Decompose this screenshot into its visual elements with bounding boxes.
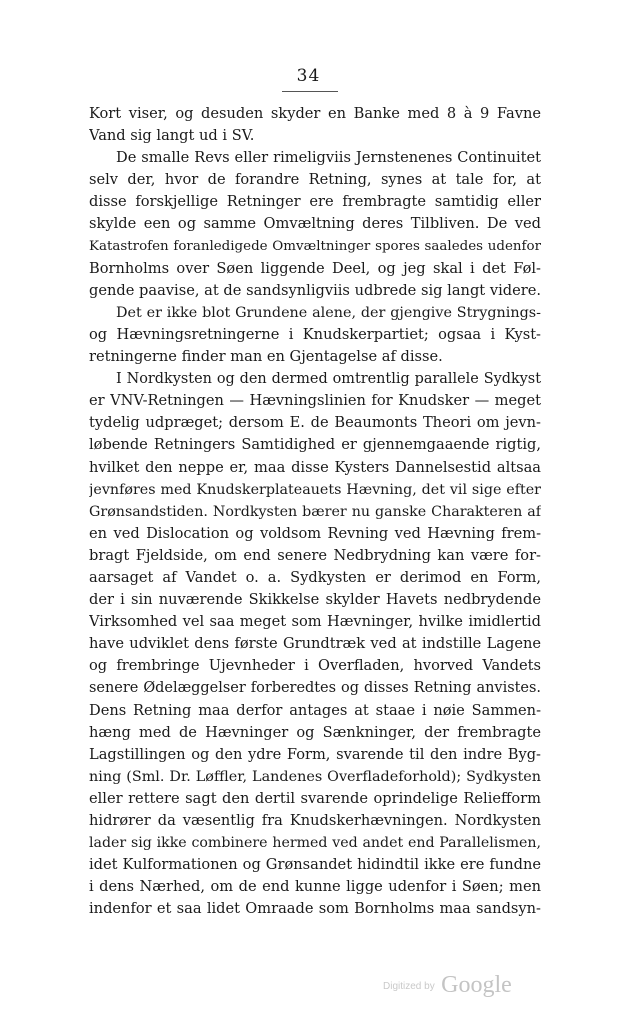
text-body (89, 103, 541, 920)
text-line: Kort viser, og desuden skyder en Banke med 8 à 9 Favne (89, 105, 541, 122)
text-line: er VNV-Retningen — Hævningslinien for Knudsker — meget (89, 392, 541, 410)
text-line: og frembringe Ujevnheder i Overfladen, hvorved Vandets (89, 657, 541, 675)
text-line: disse forskjellige Retninger ere frembragte samtidig eller (89, 193, 541, 211)
text-line: aarsaget af Vandet o. a. Sydkysten er derimod en Form, (89, 568, 541, 586)
google-logo: Google (441, 972, 512, 998)
text-line: hidrører da væsentlig fra Knudskerhævningen. Nordkysten (89, 812, 541, 829)
text-line: og Hævningsretningerne i Knudskerpartiet; ogsaa i Kyst- (89, 325, 541, 343)
text-line: Grønsandstiden. Nordkysten bærer nu ganske Charakteren af (89, 503, 541, 520)
text-line: ning (Sml. Dr. Løffler, Landenes Overfladeforhold); Sydkysten (89, 768, 541, 785)
text-line: Bornholms over Søen liggende Deel, og jeg skal i det Føl- (89, 259, 541, 277)
text-line: retningerne finder man en Gjentagelse af disse. (89, 348, 443, 366)
text-line: I Nordkysten og den dermed omtrentlig parallele Sydkyst (116, 371, 541, 388)
text-line: Vand sig langt ud i SV. (89, 127, 255, 145)
text-line: Lagstillingen og den ydre Form, svarende til den indre Byg- (89, 745, 541, 763)
text-line: der i sin nuværende Skikkelse skylder Havets nedbrydende (89, 591, 541, 609)
text-line: Dens Retning maa derfor antages at staae i nøie Sammen- (89, 701, 541, 719)
page-number-rule (282, 91, 338, 92)
text-line: indenfor et saa lidet Omraade som Bornholms maa sandsyn- (89, 900, 541, 918)
text-line: tydelig udpræget; dersom E. de Beaumonts Theori om jevn- (89, 414, 541, 432)
text-line: hæng med de Hævninger og Sænkninger, der frembragte (89, 723, 541, 741)
page-number: 34 (296, 66, 321, 86)
footer-digitized-label: Digitized by (383, 981, 435, 992)
text-line: løbende Retningers Samtidighed er gjennemgaaende rigtig, (89, 436, 541, 454)
text-line: eller rettere sagt den dertil svarende oprindelige Reliefform (89, 789, 541, 807)
text-line: gende paavise, at de sandsynligviis udbrede sig langt videre. (89, 281, 541, 299)
text-line: Det er ikke blot Grundene alene, der gjengive Strygnings- (116, 304, 541, 321)
text-line: bragt Fjeldside, om end senere Nedbrydning kan være for- (89, 546, 541, 564)
digitized-by-google-watermark (383, 972, 512, 999)
text-line: skylde een og samme Omvæltning deres Tilbliven. De ved (89, 215, 541, 233)
text-line: hvilket den neppe er, maa disse Kysters Dannelsestid altsaa (89, 458, 541, 476)
text-line: senere Ødelæggelser forberedtes og disses Retning anvistes. (89, 680, 541, 697)
text-line: selv der, hvor de forandre Retning, synes at tale for, at (89, 171, 541, 189)
text-line: Katastrofen foranledigede Omvæltninger spores saaledes udenfor (89, 238, 541, 254)
text-line: have udviklet dens første Grundtræk ved at indstille Lagene (89, 635, 541, 653)
text-line: Virksomhed vel saa meget som Hævninger, hvilke imidlertid (89, 613, 541, 631)
text-line: en ved Dislocation og voldsom Revning ved Hævning frem- (89, 524, 541, 542)
text-line: De smalle Revs eller rimeligviis Jernstenenes Continuitet (116, 149, 541, 167)
text-line: i dens Nærhed, om de end kunne ligge udenfor i Søen; men (89, 878, 541, 896)
text-line: idet Kulformationen og Grønsandet hidindtil ikke ere fundne (89, 856, 541, 874)
text-line: jevnføres med Knudskerplateauets Hævning, det vil sige efter (89, 481, 541, 498)
text-line: lader sig ikke combinere hermed ved andet end Parallelismen, (89, 835, 541, 852)
